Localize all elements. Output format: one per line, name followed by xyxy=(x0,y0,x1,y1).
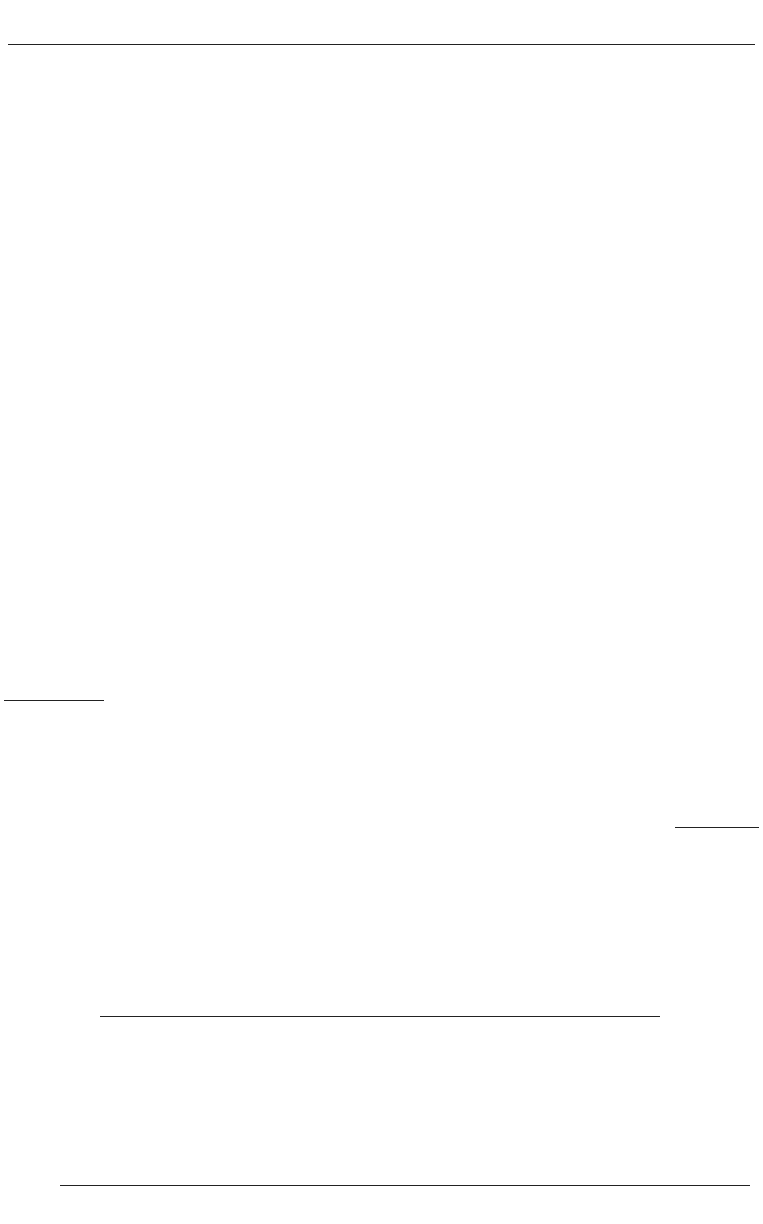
page-header xyxy=(0,0,763,60)
hagahot-text xyxy=(4,701,104,819)
shita-text xyxy=(675,828,759,1008)
notes-rule xyxy=(100,1016,660,1017)
rashi-column xyxy=(112,52,280,812)
gemara-column xyxy=(288,410,468,820)
lower-commentary-right xyxy=(477,760,667,1010)
lower-commentary-left xyxy=(112,818,462,1010)
page-title xyxy=(220,10,560,41)
hagahot-habach-box xyxy=(4,700,104,819)
gemara-opening xyxy=(288,52,468,402)
header-rule xyxy=(8,44,755,45)
tosafot-column xyxy=(489,52,675,752)
right-margin-notes xyxy=(677,150,759,510)
shita-mekubetzet-box xyxy=(675,825,759,1008)
bottom-notes xyxy=(100,1030,660,1160)
footer-rule xyxy=(60,1185,750,1186)
